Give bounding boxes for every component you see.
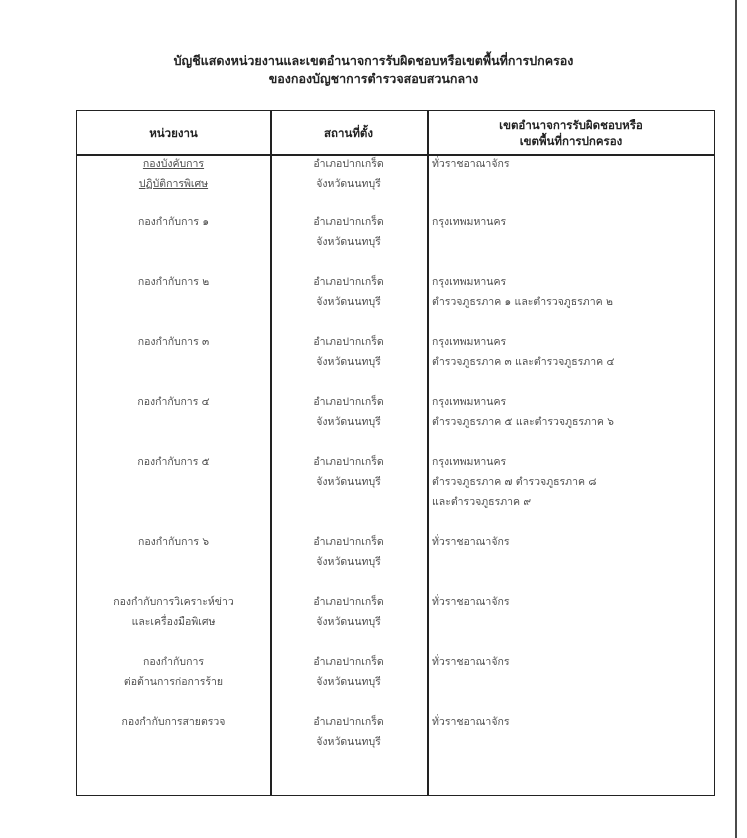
area-cell-line: กรุงเทพมหานคร [432, 276, 507, 288]
location-cell-line: อำเภอปากเกร็ด [313, 276, 384, 288]
unit-cell-line: กองกำกับการ ๖ [138, 536, 209, 548]
location-cell-line: อำเภอปากเกร็ด [313, 336, 384, 348]
area-cell [429, 452, 712, 512]
location-cell-line: จังหวัดนนทบุรี [316, 178, 381, 190]
area-cell-line: ตำรวจภูธรภาค ๑ และตำรวจภูธรภาค ๒ [432, 296, 613, 308]
location-cell-line: จังหวัดนนทบุรี [316, 236, 381, 248]
location-cell-line: อำเภอปากเกร็ด [313, 716, 384, 728]
area-cell [429, 652, 712, 672]
unit-cell-line: ปฏิบัติการพิเศษ [138, 178, 209, 190]
location-cell [270, 532, 427, 572]
location-cell-line: จังหวัดนนทบุรี [316, 476, 381, 488]
location-cell-line: อำเภอปากเกร็ด [313, 536, 384, 548]
location-cell-line: อำเภอปากเกร็ด [313, 216, 384, 228]
unit-cell [77, 392, 270, 412]
location-cell [270, 212, 427, 252]
unit-cell-line: กองกำกับการวิเคราะห์ข่าว [113, 596, 234, 608]
area-cell [429, 212, 712, 232]
unit-cell-line: กองกำกับการ ๓ [137, 336, 210, 348]
area-cell-line: ตำรวจภูธรภาค ๗ ตำรวจภูธรภาค ๘ [432, 476, 597, 488]
unit-cell-line: กองบังคับการ [142, 158, 205, 170]
area-cell-line: ทั่วราชอาณาจักร [432, 536, 510, 548]
unit-cell [77, 272, 270, 292]
area-cell [429, 712, 712, 732]
page-edge-divider [735, 0, 737, 838]
location-cell-line: อำเภอปากเกร็ด [313, 456, 384, 468]
area-cell [429, 592, 712, 612]
location-cell-line: อำเภอปากเกร็ด [313, 656, 384, 668]
location-cell [270, 392, 427, 432]
location-cell-line: อำเภอปากเกร็ด [313, 596, 384, 608]
location-cell-line: จังหวัดนนทบุรี [316, 356, 381, 368]
location-cell [270, 272, 427, 312]
area-cell [429, 272, 712, 312]
unit-cell [77, 652, 270, 692]
location-cell [270, 452, 427, 492]
unit-table [76, 110, 715, 796]
unit-cell [77, 532, 270, 552]
location-cell-line: จังหวัดนนทบุรี [316, 416, 381, 428]
area-cell-line: ทั่วราชอาณาจักร [432, 656, 510, 668]
unit-cell [77, 332, 270, 352]
unit-cell [77, 452, 270, 472]
area-cell-line: กรุงเทพมหานคร [432, 216, 507, 228]
area-cell-line: ตำรวจภูธรภาค ๓ และตำรวจภูธรภาค ๔ [432, 356, 615, 368]
location-cell [270, 332, 427, 372]
area-cell [429, 154, 712, 174]
area-cell-line: และตำรวจภูธรภาค ๙ [432, 496, 532, 508]
unit-cell-line: กองกำกับการ [143, 656, 204, 668]
unit-cell [77, 712, 270, 732]
header-area-line-2: เขตพื้นที่การปกครอง [519, 133, 623, 148]
area-cell-line: ทั่วราชอาณาจักร [432, 596, 510, 608]
area-cell [429, 332, 712, 372]
unit-cell-line: กองกำกับการ ๑ [138, 216, 209, 228]
location-cell [270, 712, 427, 752]
location-cell-line: อำเภอปากเกร็ด [313, 396, 384, 408]
header-unit: หน่วยงาน [149, 125, 198, 140]
unit-cell-line: กองกำกับการ ๕ [137, 456, 210, 468]
unit-cell-line: กองกำกับการ ๒ [137, 276, 210, 288]
unit-cell [77, 592, 270, 632]
unit-cell [77, 212, 270, 232]
header-area-line-1: เขตอำนาจการรับผิดชอบหรือ [499, 117, 643, 132]
unit-cell-line: ต่อต้านการก่อการร้าย [123, 676, 224, 688]
unit-cell-line: กองกำกับการสายตรวจ [121, 716, 226, 728]
location-cell-line: จังหวัดนนทบุรี [316, 556, 381, 568]
area-cell-line: ตำรวจภูธรภาค ๕ และตำรวจภูธรภาค ๖ [432, 416, 614, 428]
unit-cell [77, 154, 270, 194]
title-line-1: บัญชีแสดงหน่วยงานและเขตอำนาจการรับผิดชอบหรือเขตพื้นที่การปกครอง [173, 53, 574, 68]
location-cell-line: จังหวัดนนทบุรี [316, 676, 381, 688]
area-cell-line: ทั่วราชอาณาจักร [432, 158, 510, 170]
location-cell-line: อำเภอปากเกร็ด [313, 158, 384, 170]
unit-cell-line: กองกำกับการ ๔ [137, 396, 210, 408]
header-location: สถานที่ตั้ง [324, 125, 373, 140]
area-cell-line: กรุงเทพมหานคร [432, 396, 507, 408]
location-cell-line: จังหวัดนนทบุรี [316, 736, 381, 748]
area-cell [429, 532, 712, 552]
title-line-2: ของกองบัญชาการตำรวจสอบสวนกลาง [268, 71, 479, 86]
unit-cell-line: และเครื่องมือพิเศษ [131, 616, 216, 628]
area-cell-line: กรุงเทพมหานคร [432, 456, 507, 468]
location-cell [270, 652, 427, 692]
location-cell [270, 154, 427, 194]
location-cell [270, 592, 427, 632]
location-cell-line: จังหวัดนนทบุรี [316, 616, 381, 628]
area-cell-line: กรุงเทพมหานคร [432, 336, 507, 348]
header-area [429, 111, 713, 154]
location-cell-line: จังหวัดนนทบุรี [316, 296, 381, 308]
document-title [0, 52, 747, 88]
area-cell [429, 392, 712, 432]
area-cell-line: ทั่วราชอาณาจักร [432, 716, 510, 728]
